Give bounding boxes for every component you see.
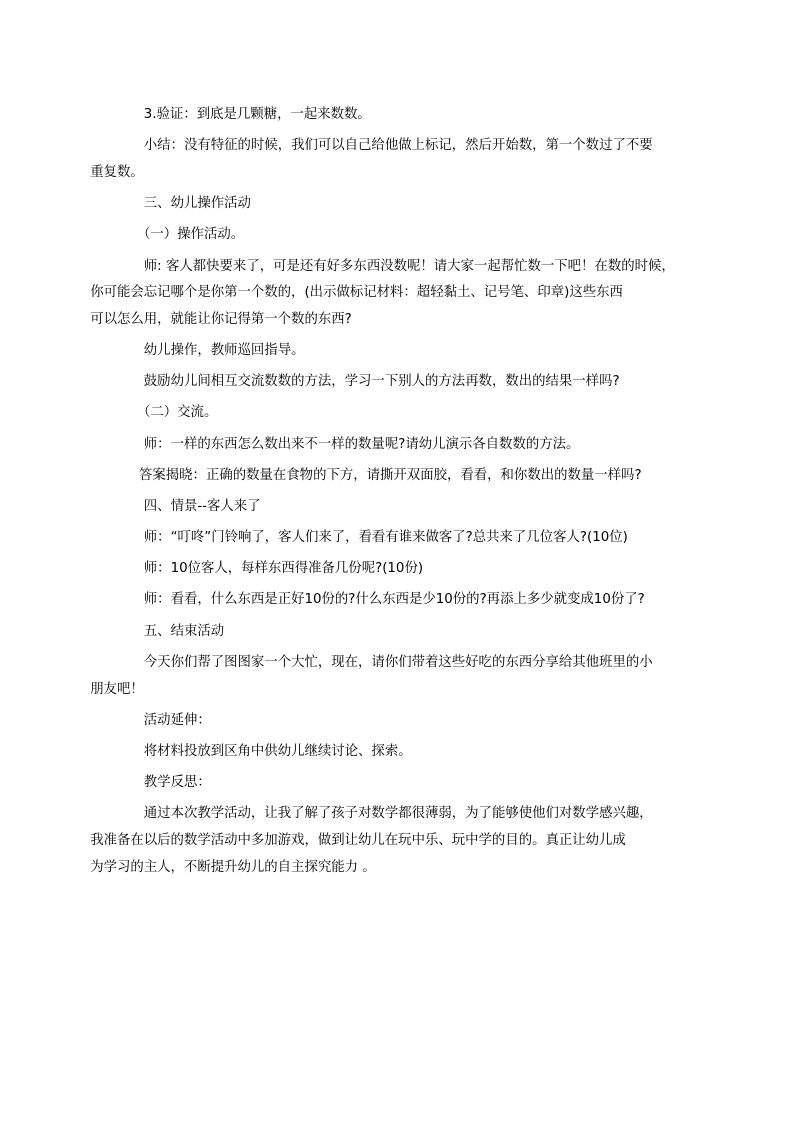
text-line: （二）交流。 bbox=[137, 405, 218, 421]
text-line: 四、情景--客人来了 bbox=[143, 498, 261, 514]
text-line: 重复数。 bbox=[90, 164, 144, 180]
text-line: 师：10位客人，每样东西得准备几份呢?(10份) bbox=[143, 561, 424, 577]
text-line: 通过本次教学活动，让我了解了孩子对数学都很薄弱，为了能够使他们对数学感兴趣， bbox=[143, 806, 653, 822]
subheading-operation bbox=[117, 222, 679, 249]
text-line: 可以怎么用，就能让你记得第一个数的东西? bbox=[90, 312, 352, 328]
section-heading-5 bbox=[117, 619, 679, 646]
paragraph-child-operation bbox=[117, 338, 679, 365]
paragraph-encourage bbox=[117, 369, 679, 396]
text-line: 我准备在以后的数学活动中多加游戏，做到让幼儿在玩中乐、玩中学的目的。真正让幼儿成 bbox=[90, 833, 626, 849]
text-line: 小结：没有特征的时候，我们可以自己给他做上标记，然后开始数，第一个数过了不要 bbox=[143, 138, 653, 154]
subheading-exchange bbox=[117, 400, 679, 427]
text-line: 朋友吧！ bbox=[90, 681, 144, 697]
text-line: 师: 客人都快要来了，可是还有好多东西没数呢！请大家一起帮忙数一下吧！在数的时候， bbox=[143, 258, 675, 274]
paragraph-teacher-exchange bbox=[117, 432, 679, 459]
paragraph-teacher-operation bbox=[90, 254, 679, 334]
paragraph-verify bbox=[117, 102, 679, 129]
heading-extension bbox=[117, 708, 679, 735]
text-line: 师：看看，什么东西是正好10份的?什么东西是少10份的?再添上多少就变成10份了? bbox=[143, 592, 645, 608]
text-line: 将材料投放到区角中供幼儿继续讨论、探索。 bbox=[143, 743, 412, 759]
text-line: 活动延伸： bbox=[143, 712, 211, 728]
heading-reflection bbox=[117, 770, 679, 797]
paragraph-summary bbox=[90, 133, 679, 187]
text-line: （一）操作活动。 bbox=[137, 227, 245, 243]
paragraph-reflection bbox=[90, 801, 679, 881]
paragraph-ten-guests bbox=[117, 556, 679, 583]
text-line: 为学习的主人，不断提升幼儿的自主探究能力 。 bbox=[90, 859, 376, 875]
text-line: 师：一样的东西怎么数出来不一样的数量呢?请幼儿演示各自数数的方法。 bbox=[143, 436, 580, 452]
text-line: 教学反思： bbox=[143, 775, 211, 791]
text-line: 你可能会忘记哪个是你第一个数的，(出示做标记材料：超轻黏土、记号笔、印章)这些东西 bbox=[90, 285, 623, 301]
paragraph-answer bbox=[117, 463, 679, 490]
paragraph-closing bbox=[90, 650, 679, 704]
text-line: 3.验证：到底是几颗糖，一起来数数。 bbox=[143, 107, 371, 122]
paragraph-doorbell bbox=[117, 525, 679, 552]
text-line: 鼓励幼儿间相互交流数数的方法，学习一下别人的方法再数，数出的结果一样吗? bbox=[143, 374, 620, 390]
paragraph-ten-portions bbox=[117, 587, 679, 614]
text-line: 三、幼儿操作活动 bbox=[143, 196, 251, 212]
text-line: 答案揭晓：正确的数量在食物的下方，请撕开双面胶，看看，和你数出的数量一样吗? bbox=[139, 467, 642, 483]
text-line: 幼儿操作，教师巡回指导。 bbox=[143, 342, 305, 358]
section-heading-3 bbox=[117, 191, 679, 218]
text-line: 五、结束活动 bbox=[143, 623, 225, 639]
text-line: 今天你们帮了图图家一个大忙，现在，请你们带着这些好吃的东西分享给其他班里的小 bbox=[143, 654, 653, 670]
paragraph-extension bbox=[117, 739, 679, 766]
text-line: 师：“叮咚”门铃响了，客人们来了，看看有谁来做客了?总共来了几位客人?(10位) bbox=[143, 530, 628, 546]
document-body bbox=[90, 102, 679, 886]
section-heading-4 bbox=[117, 494, 679, 521]
